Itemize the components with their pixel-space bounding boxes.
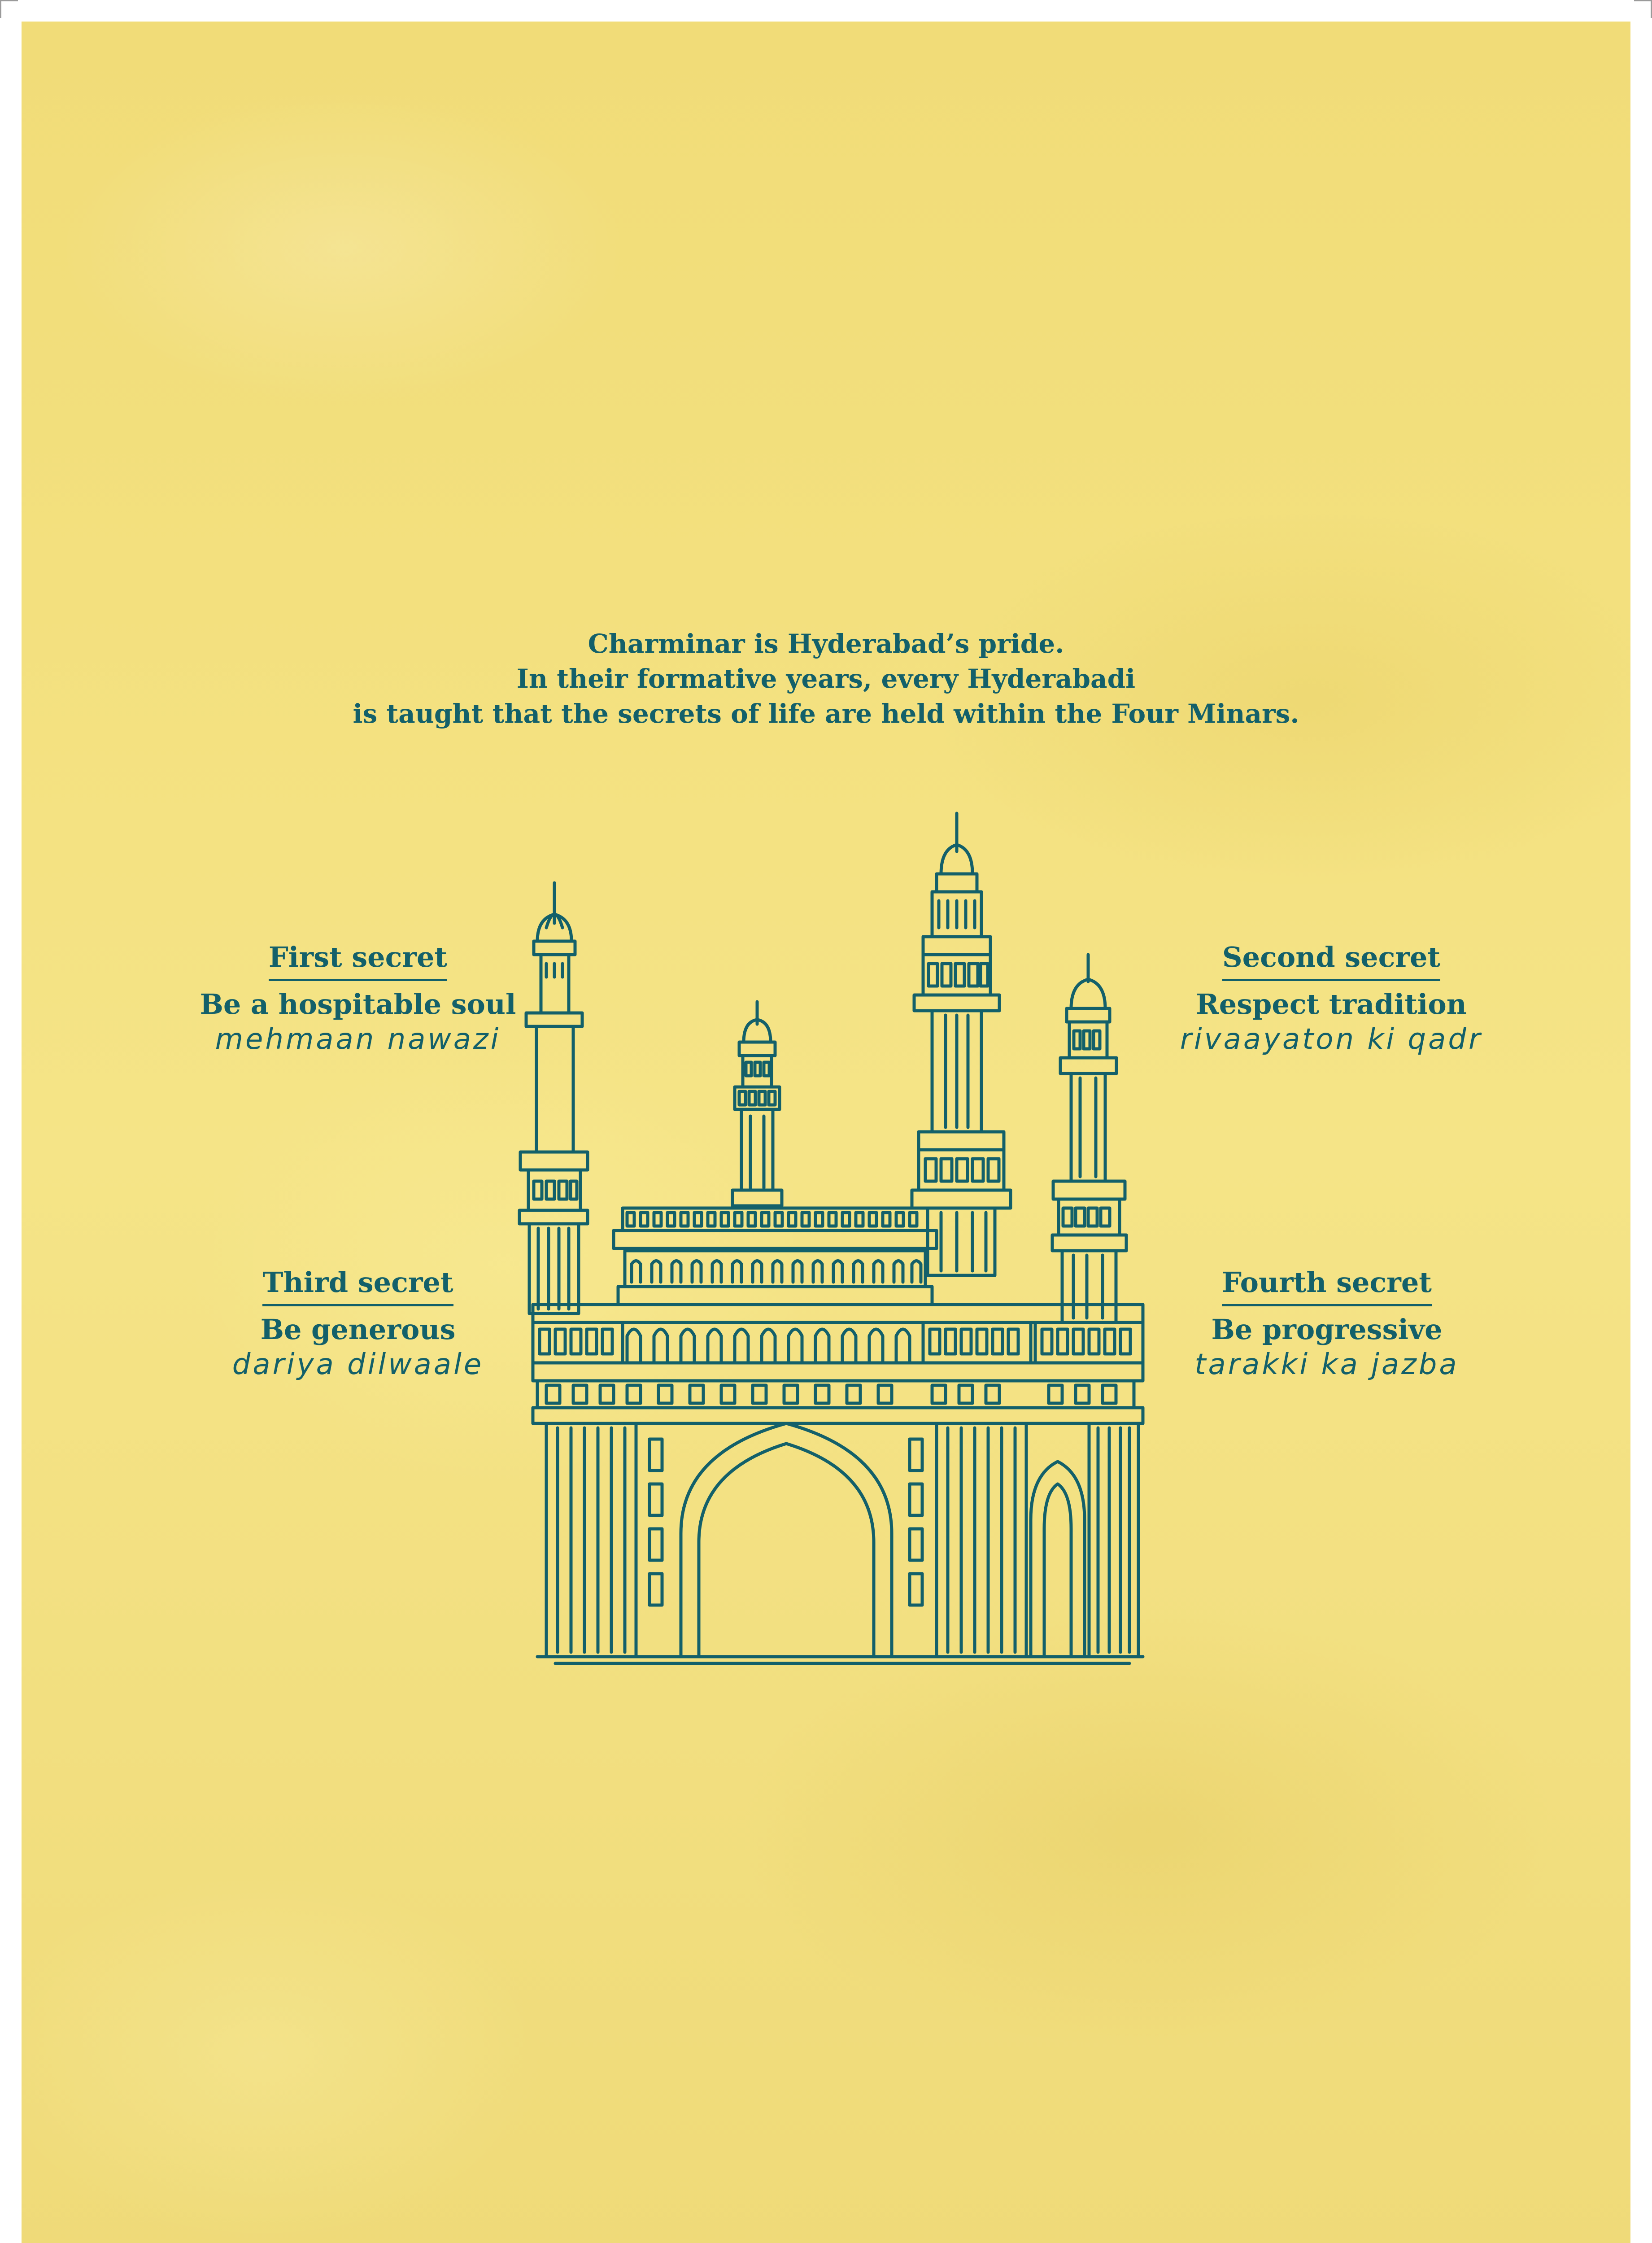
balcony (533, 1305, 1143, 1423)
intro-line: In their formative years, every Hyderabadi (516, 663, 1136, 694)
crop-mark (0, 0, 1, 18)
upper-gallery (614, 1208, 937, 1305)
secret-transliteration: rivaayaton ki qadr (1180, 1023, 1483, 1056)
secret-virtue: Respect tradition (1196, 988, 1467, 1021)
charminar-illustration (22, 22, 1630, 2243)
crop-mark (0, 0, 18, 1)
secret-virtue: Be a hospitable soul (200, 988, 516, 1021)
secret-title: Fourth secret (1222, 1262, 1432, 1306)
secret-transliteration: tarakki ka jazba (1194, 1348, 1459, 1381)
secret-virtue: Be generous (260, 1313, 456, 1346)
left-minar (519, 883, 588, 1314)
secret-transliteration: dariya dilwaale (232, 1348, 484, 1381)
secret-title: First secret (269, 937, 447, 981)
tall-minar (912, 813, 1011, 1275)
intro-line: is taught that the secrets of life are held within the Four Minars. (353, 698, 1299, 729)
rear-left-minar (732, 1002, 782, 1206)
lower-body (537, 1423, 1143, 1663)
intro-line: Charminar is Hyderabad’s pride. (588, 628, 1064, 659)
secret-title: Second secret (1222, 937, 1440, 981)
secret-title: Third secret (262, 1262, 453, 1306)
secret-transliteration: mehmaan nawazi (215, 1023, 501, 1056)
right-minar (1052, 955, 1126, 1322)
crop-mark (1634, 0, 1652, 1)
poster (22, 22, 1630, 2243)
secret-virtue: Be progressive (1211, 1313, 1443, 1346)
